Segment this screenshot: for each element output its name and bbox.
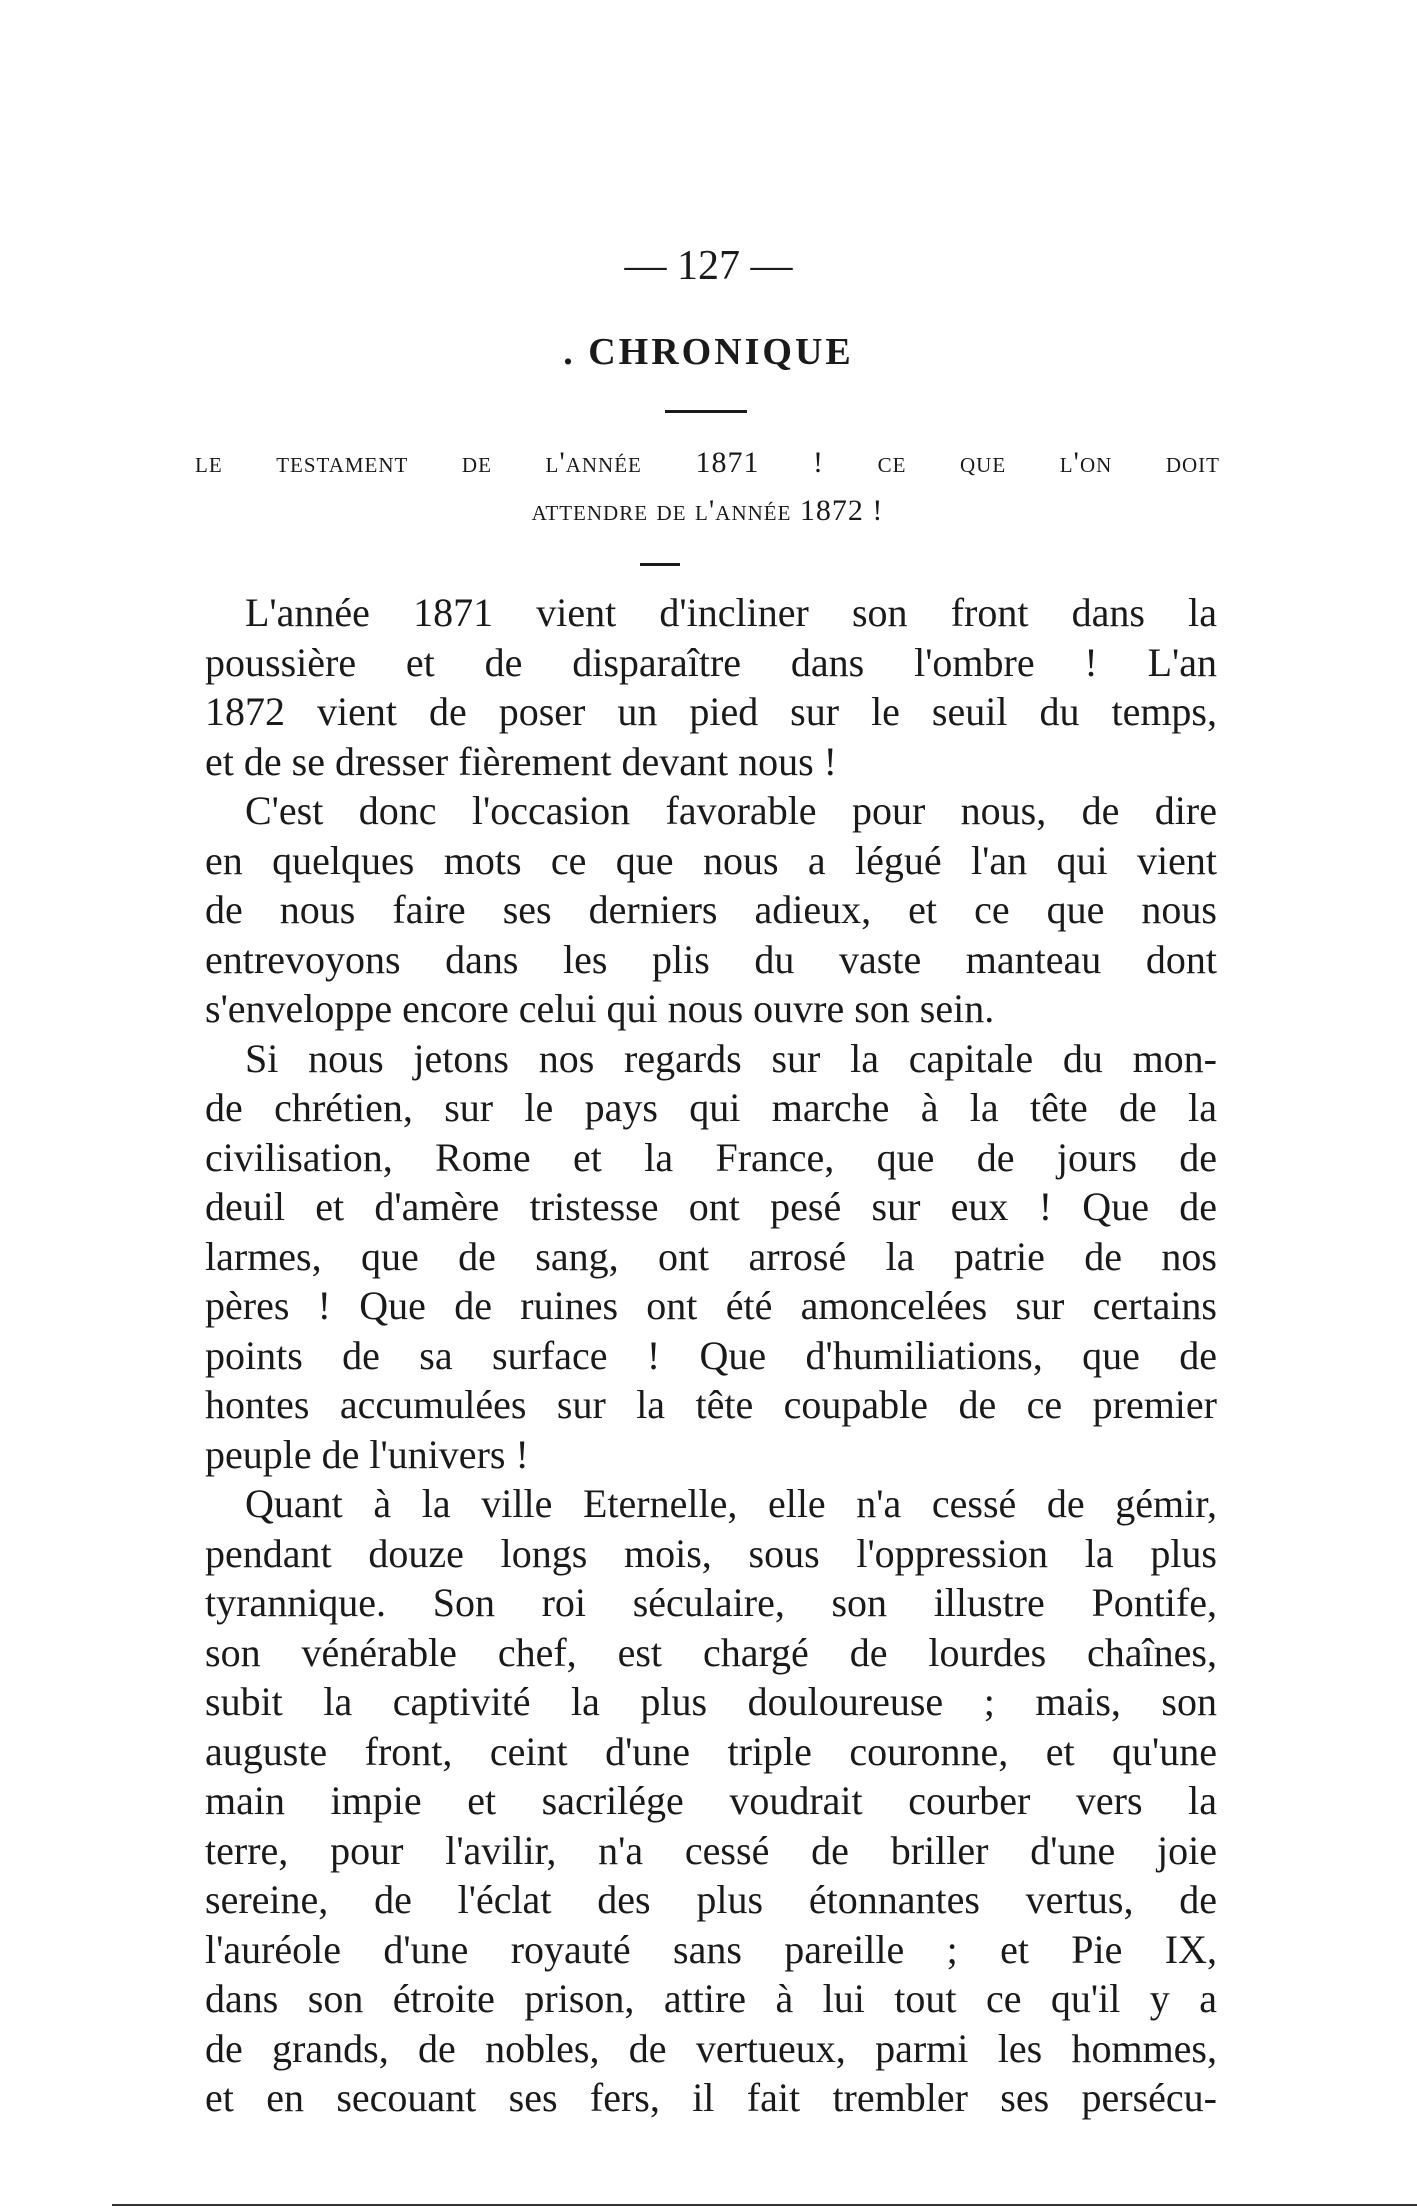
text-line: son vénérable chef, est chargé de lourdes chaînes,	[205, 1629, 1217, 1675]
title-divider	[665, 410, 747, 413]
text-line: dans son étroite prison, attire à lui tout ce qu'il y a	[205, 1976, 1217, 2021]
text-line: larmes, que de sang, ont arrosé la patrie de nos	[205, 1233, 1217, 1279]
text-line: et de se dresser fièrement devant nous !	[205, 738, 837, 784]
text-line: subit la captivité la plus douloureuse ; mais, son	[205, 1679, 1217, 1724]
subtitle-line: attendre de l'année 1872 !	[531, 494, 884, 527]
text-line: L'année 1871 vient d'incliner son front dans la	[245, 590, 1217, 635]
text-line: de nous faire ses derniers adieux, et ce que nous	[205, 887, 1217, 932]
text-line: main impie et sacrilége voudrait courber vers la	[205, 1778, 1217, 1823]
text-line: poussière et de disparaître dans l'ombre ! L'an	[205, 639, 1217, 685]
text-line: en quelques mots ce que nous a légué l'an qui vient	[205, 837, 1217, 883]
text-line: peuple de l'univers !	[205, 1431, 529, 1477]
subtitle-divider	[640, 563, 680, 566]
text-line: de grands, de nobles, de vertueux, parmi les hommes,	[205, 2025, 1217, 2071]
text-line: l'auréole d'une royauté sans pareille ; et Pie IX,	[205, 1926, 1217, 1972]
text-line: pères ! Que de ruines ont été amoncelées sur certains	[205, 1283, 1217, 1328]
text-line: s'enveloppe encore celui qui nous ouvre son sein.	[205, 986, 995, 1031]
page-bottom-edge	[112, 2204, 1417, 2206]
text-line: Si nous jetons nos regards sur la capitale du mon-	[245, 1035, 1217, 1081]
text-line: et en secouant ses fers, il fait trembler ses persécu-	[205, 2075, 1217, 2120]
section-title: . CHRONIQUE	[563, 331, 854, 373]
text-line: tyrannique. Son roi séculaire, son illustre Pontife,	[205, 1580, 1217, 1625]
subtitle-line: le testament de l'année 1871 ! ce que l'on doit	[195, 446, 1220, 479]
text-line: sereine, de l'éclat des plus étonnantes vertus, de	[205, 1877, 1217, 1922]
text-line: de chrétien, sur le pays qui marche à la tête de la	[205, 1085, 1217, 1130]
page-number: — 127 —	[624, 243, 793, 289]
text-line: civilisation, Rome et la France, que de jours de	[205, 1134, 1217, 1180]
text-line: C'est donc l'occasion favorable pour nous, de dire	[245, 788, 1217, 833]
text-line: entrevoyons dans les plis du vaste manteau dont	[205, 936, 1217, 982]
text-line: hontes accumulées sur la tête coupable de ce premier	[205, 1382, 1217, 1427]
text-line: points de sa surface ! Que d'humiliations, que de	[205, 1332, 1217, 1378]
text-line: 1872 vient de poser un pied sur le seuil du temps,	[205, 689, 1217, 734]
text-line: terre, pour l'avilir, n'a cessé de briller d'une joie	[205, 1827, 1217, 1873]
text-line: deuil et d'amère tristesse ont pesé sur eux ! Que de	[205, 1184, 1217, 1229]
text-line: Quant à la ville Eternelle, elle n'a cessé de gémir,	[245, 1481, 1217, 1526]
text-line: pendant douze longs mois, sous l'oppression la plus	[205, 1530, 1217, 1576]
text-line: auguste front, ceint d'une triple couronne, et qu'une	[205, 1728, 1217, 1774]
